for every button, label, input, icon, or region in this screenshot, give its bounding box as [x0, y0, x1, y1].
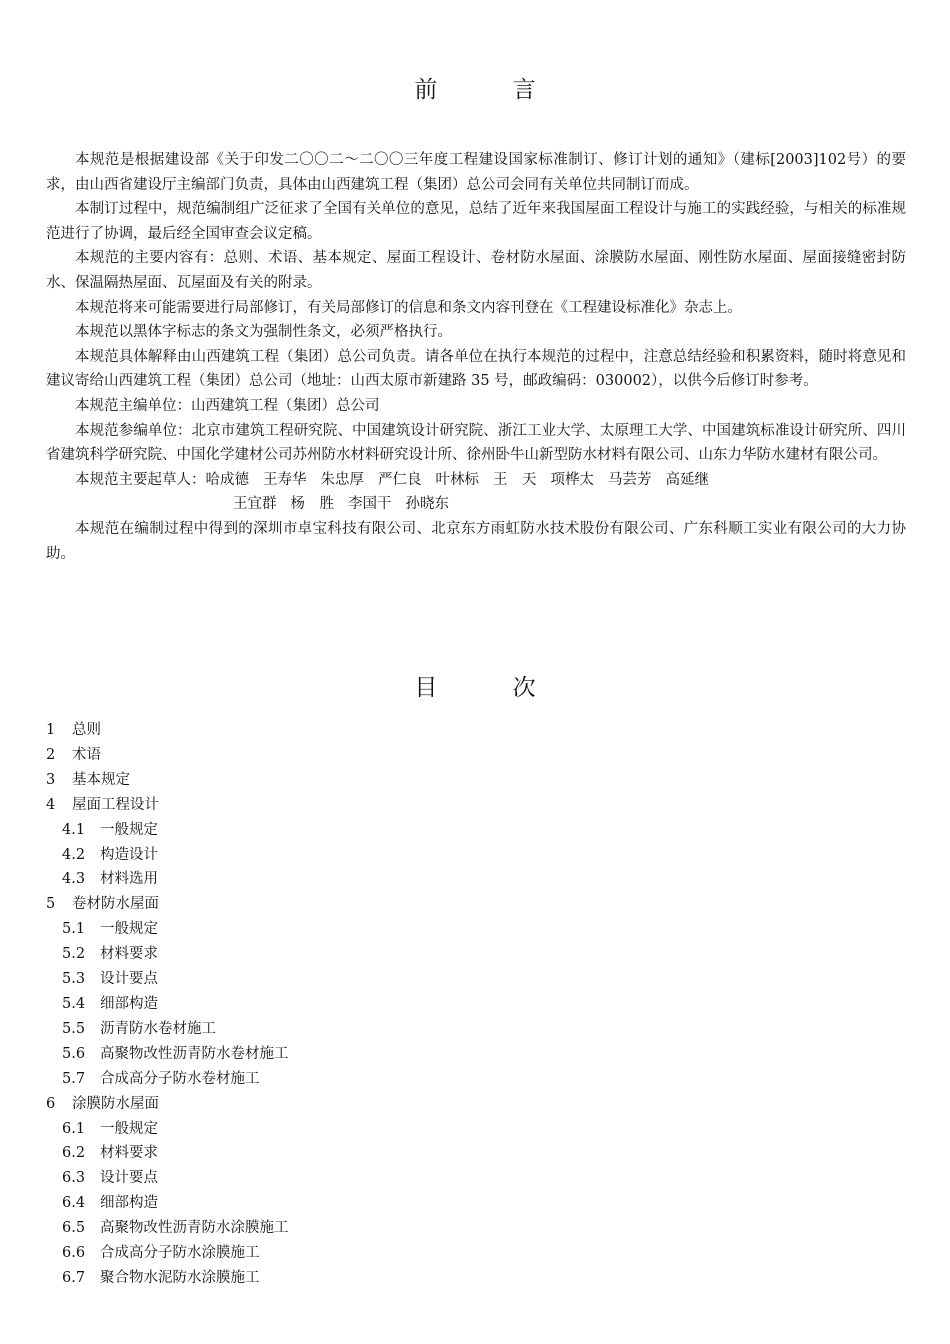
toc-item-number: 5.6: [62, 1045, 86, 1062]
toc-item-number: 6.3: [62, 1170, 86, 1187]
toc-item-label: 细部构造: [100, 1195, 158, 1212]
toc-item-label: 涂膜防水屋面: [72, 1095, 159, 1112]
toc-item[interactable]: [46, 1017, 906, 1042]
toc-item-number: 1: [46, 722, 56, 738]
drafter-name: 高延继: [665, 471, 709, 488]
toc-item-label: 聚合物水泥防水涂膜施工: [100, 1269, 260, 1286]
toc-item-label: 基本规定: [72, 771, 130, 788]
drafter-name: 孙晓东: [405, 496, 449, 513]
toc-item-label: 高聚物改性沥青防水涂膜施工: [100, 1220, 289, 1237]
preface-paragraph: 本规范以黑体字标志的条文为强制性条文，必须严格执行。: [75, 324, 452, 341]
toc-item[interactable]: [46, 1266, 906, 1291]
toc-item-label: 总则: [72, 722, 101, 738]
toc-item-number: 5.3: [62, 971, 86, 988]
drafter-name: 马芸芳: [608, 471, 652, 488]
toc-item[interactable]: [46, 743, 906, 768]
preface-paragraph: 本制订过程中，规范编制组广泛征求了全国有关单位的意见，总结了近年来我国屋面工程设计与施工的实践经验，与相关的标准规范进行了协调，最后经全国审查会议定稿。: [46, 201, 906, 242]
toc-item[interactable]: [46, 892, 906, 917]
drafters-row-1: [46, 468, 906, 493]
preface-title: 前 言: [414, 77, 570, 103]
toc-item-number: 5.2: [62, 946, 86, 963]
drafter-name: 叶林标: [435, 471, 479, 488]
toc-item-number: 6.5: [62, 1220, 86, 1237]
toc-item-label: 设计要点: [100, 971, 158, 988]
participating-units: 本规范参编单位：北京市建筑工程研究院、中国建筑设计研究院、浙江工业大学、太原理工大学、中国建筑标准设计研究所、四川省建筑科学研究院、中国化学建材公司苏州防水材料研究设计所、徐州卧牛山新型防水材料有限公司、山东力华防水建材有限公司。: [46, 422, 906, 464]
toc-item[interactable]: [46, 967, 906, 992]
drafter-name: 王宜群: [233, 496, 277, 513]
table-of-contents: [46, 718, 906, 1291]
toc-title: 目 次: [414, 675, 570, 701]
drafter-name: 哈成德: [205, 471, 249, 488]
toc-item-number: 4: [46, 796, 56, 813]
drafter-name: 杨 胜: [290, 496, 334, 513]
toc-item-label: 材料要求: [100, 1145, 158, 1162]
toc-item[interactable]: [46, 1042, 906, 1067]
toc-item[interactable]: [46, 843, 906, 868]
toc-item-number: 6.6: [62, 1245, 86, 1262]
preface-paragraph: 本规范具体解释由山西建筑工程（集团）总公司负责。请各单位在执行本规范的过程中，注意总结经验和积累资料，随时将意见和建议寄给山西建筑工程（集团）总公司（地址：山西太原市新建路 35 号，邮政编码：030002），以供今后修订时参考。: [46, 348, 906, 390]
toc-item-label: 沥青防水卷材施工: [100, 1020, 216, 1037]
toc-item[interactable]: [46, 1191, 906, 1216]
toc-item-number: 6: [46, 1095, 56, 1112]
toc-item-number: 6.2: [62, 1145, 86, 1162]
toc-item[interactable]: [46, 1067, 906, 1092]
toc-item-number: 5.5: [62, 1020, 86, 1037]
toc-item[interactable]: [46, 992, 906, 1017]
toc-item[interactable]: [46, 1166, 906, 1191]
toc-item[interactable]: [46, 1117, 906, 1142]
preface-paragraph: 本规范的主要内容有：总则、术语、基本规定、屋面工程设计、卷材防水屋面、涂膜防水屋面、刚性防水屋面、屋面接缝密封防水、保温隔热屋面、瓦屋面及有关的附录。: [46, 250, 906, 291]
toc-item[interactable]: [46, 1141, 906, 1166]
toc-item-number: 5.4: [62, 995, 86, 1012]
drafters-row-2: [46, 492, 906, 517]
drafter-name: 朱忠厚: [320, 471, 364, 488]
toc-item-label: 一般规定: [100, 921, 158, 938]
drafters-block: [46, 468, 906, 517]
drafters-label: 本规范主要起草人：: [75, 471, 206, 488]
toc-item-number: 4.1: [62, 821, 86, 838]
toc-item-label: 细部构造: [100, 995, 158, 1012]
toc-item-label: 屋面工程设计: [72, 796, 159, 813]
toc-item[interactable]: [46, 1241, 906, 1266]
preface-paragraph: 本规范将来可能需要进行局部修订，有关局部修订的信息和条文内容刊登在《工程建设标准化》杂志上。: [75, 299, 742, 316]
toc-item[interactable]: [46, 867, 906, 892]
acknowledgement-paragraph: 本规范在编制过程中得到的深圳市卓宝科技有限公司、北京东方雨虹防水技术股份有限公司、广东科顺工实业有限公司的大力协助。: [46, 520, 906, 562]
preface-paragraph: 本规范是根据建设部《关于印发二〇〇二～二〇〇三年度工程建设国家标准制订、修订计划的通知》（建标[2003]102号）的要求，由山西省建设厅主编部门负责，具体由山西建筑工程（集团）总公司会同有关单位共同制订而成。: [46, 152, 906, 193]
chief-editor-unit: 本规范主编单位：山西建筑工程（集团）总公司: [75, 397, 380, 414]
toc-item-number: 2: [46, 746, 56, 763]
toc-item-label: 一般规定: [100, 821, 158, 838]
preface-body: [46, 148, 906, 566]
toc-item-label: 卷材防水屋面: [72, 896, 159, 913]
toc-item-number: 4.2: [62, 846, 86, 863]
toc-item-label: 术语: [72, 746, 101, 763]
drafter-name: 王寿华: [263, 471, 307, 488]
toc-item-label: 一般规定: [100, 1120, 158, 1137]
toc-item-label: 高聚物改性沥青防水卷材施工: [100, 1045, 289, 1062]
toc-item[interactable]: [46, 1092, 906, 1117]
toc-item[interactable]: [46, 793, 906, 818]
toc-item[interactable]: [46, 917, 906, 942]
drafter-name: 严仁良: [378, 471, 422, 488]
drafter-name: 项桦太: [550, 471, 594, 488]
toc-item-label: 材料要求: [100, 946, 158, 963]
toc-item[interactable]: [46, 942, 906, 967]
toc-item-label: 材料选用: [100, 871, 158, 888]
toc-item[interactable]: [46, 718, 906, 743]
drafter-name: 李国干: [348, 496, 392, 513]
toc-item-label: 合成高分子防水涂膜施工: [100, 1245, 260, 1262]
toc-item[interactable]: [46, 768, 906, 793]
toc-item-number: 4.3: [62, 871, 86, 888]
toc-item[interactable]: [46, 1216, 906, 1241]
toc-item-number: 6.7: [62, 1269, 86, 1286]
toc-item[interactable]: [46, 818, 906, 843]
toc-item-number: 5.1: [62, 921, 86, 938]
toc-item-number: 6.1: [62, 1120, 86, 1137]
toc-item-label: 构造设计: [100, 846, 158, 863]
toc-item-label: 设计要点: [100, 1170, 158, 1187]
toc-item-number: 5: [46, 896, 56, 913]
toc-item-label: 合成高分子防水卷材施工: [100, 1070, 260, 1087]
toc-item-number: 3: [46, 771, 56, 788]
toc-item-number: 6.4: [62, 1195, 86, 1212]
drafter-name: 王 天: [493, 471, 537, 488]
toc-item-number: 5.7: [62, 1070, 86, 1087]
